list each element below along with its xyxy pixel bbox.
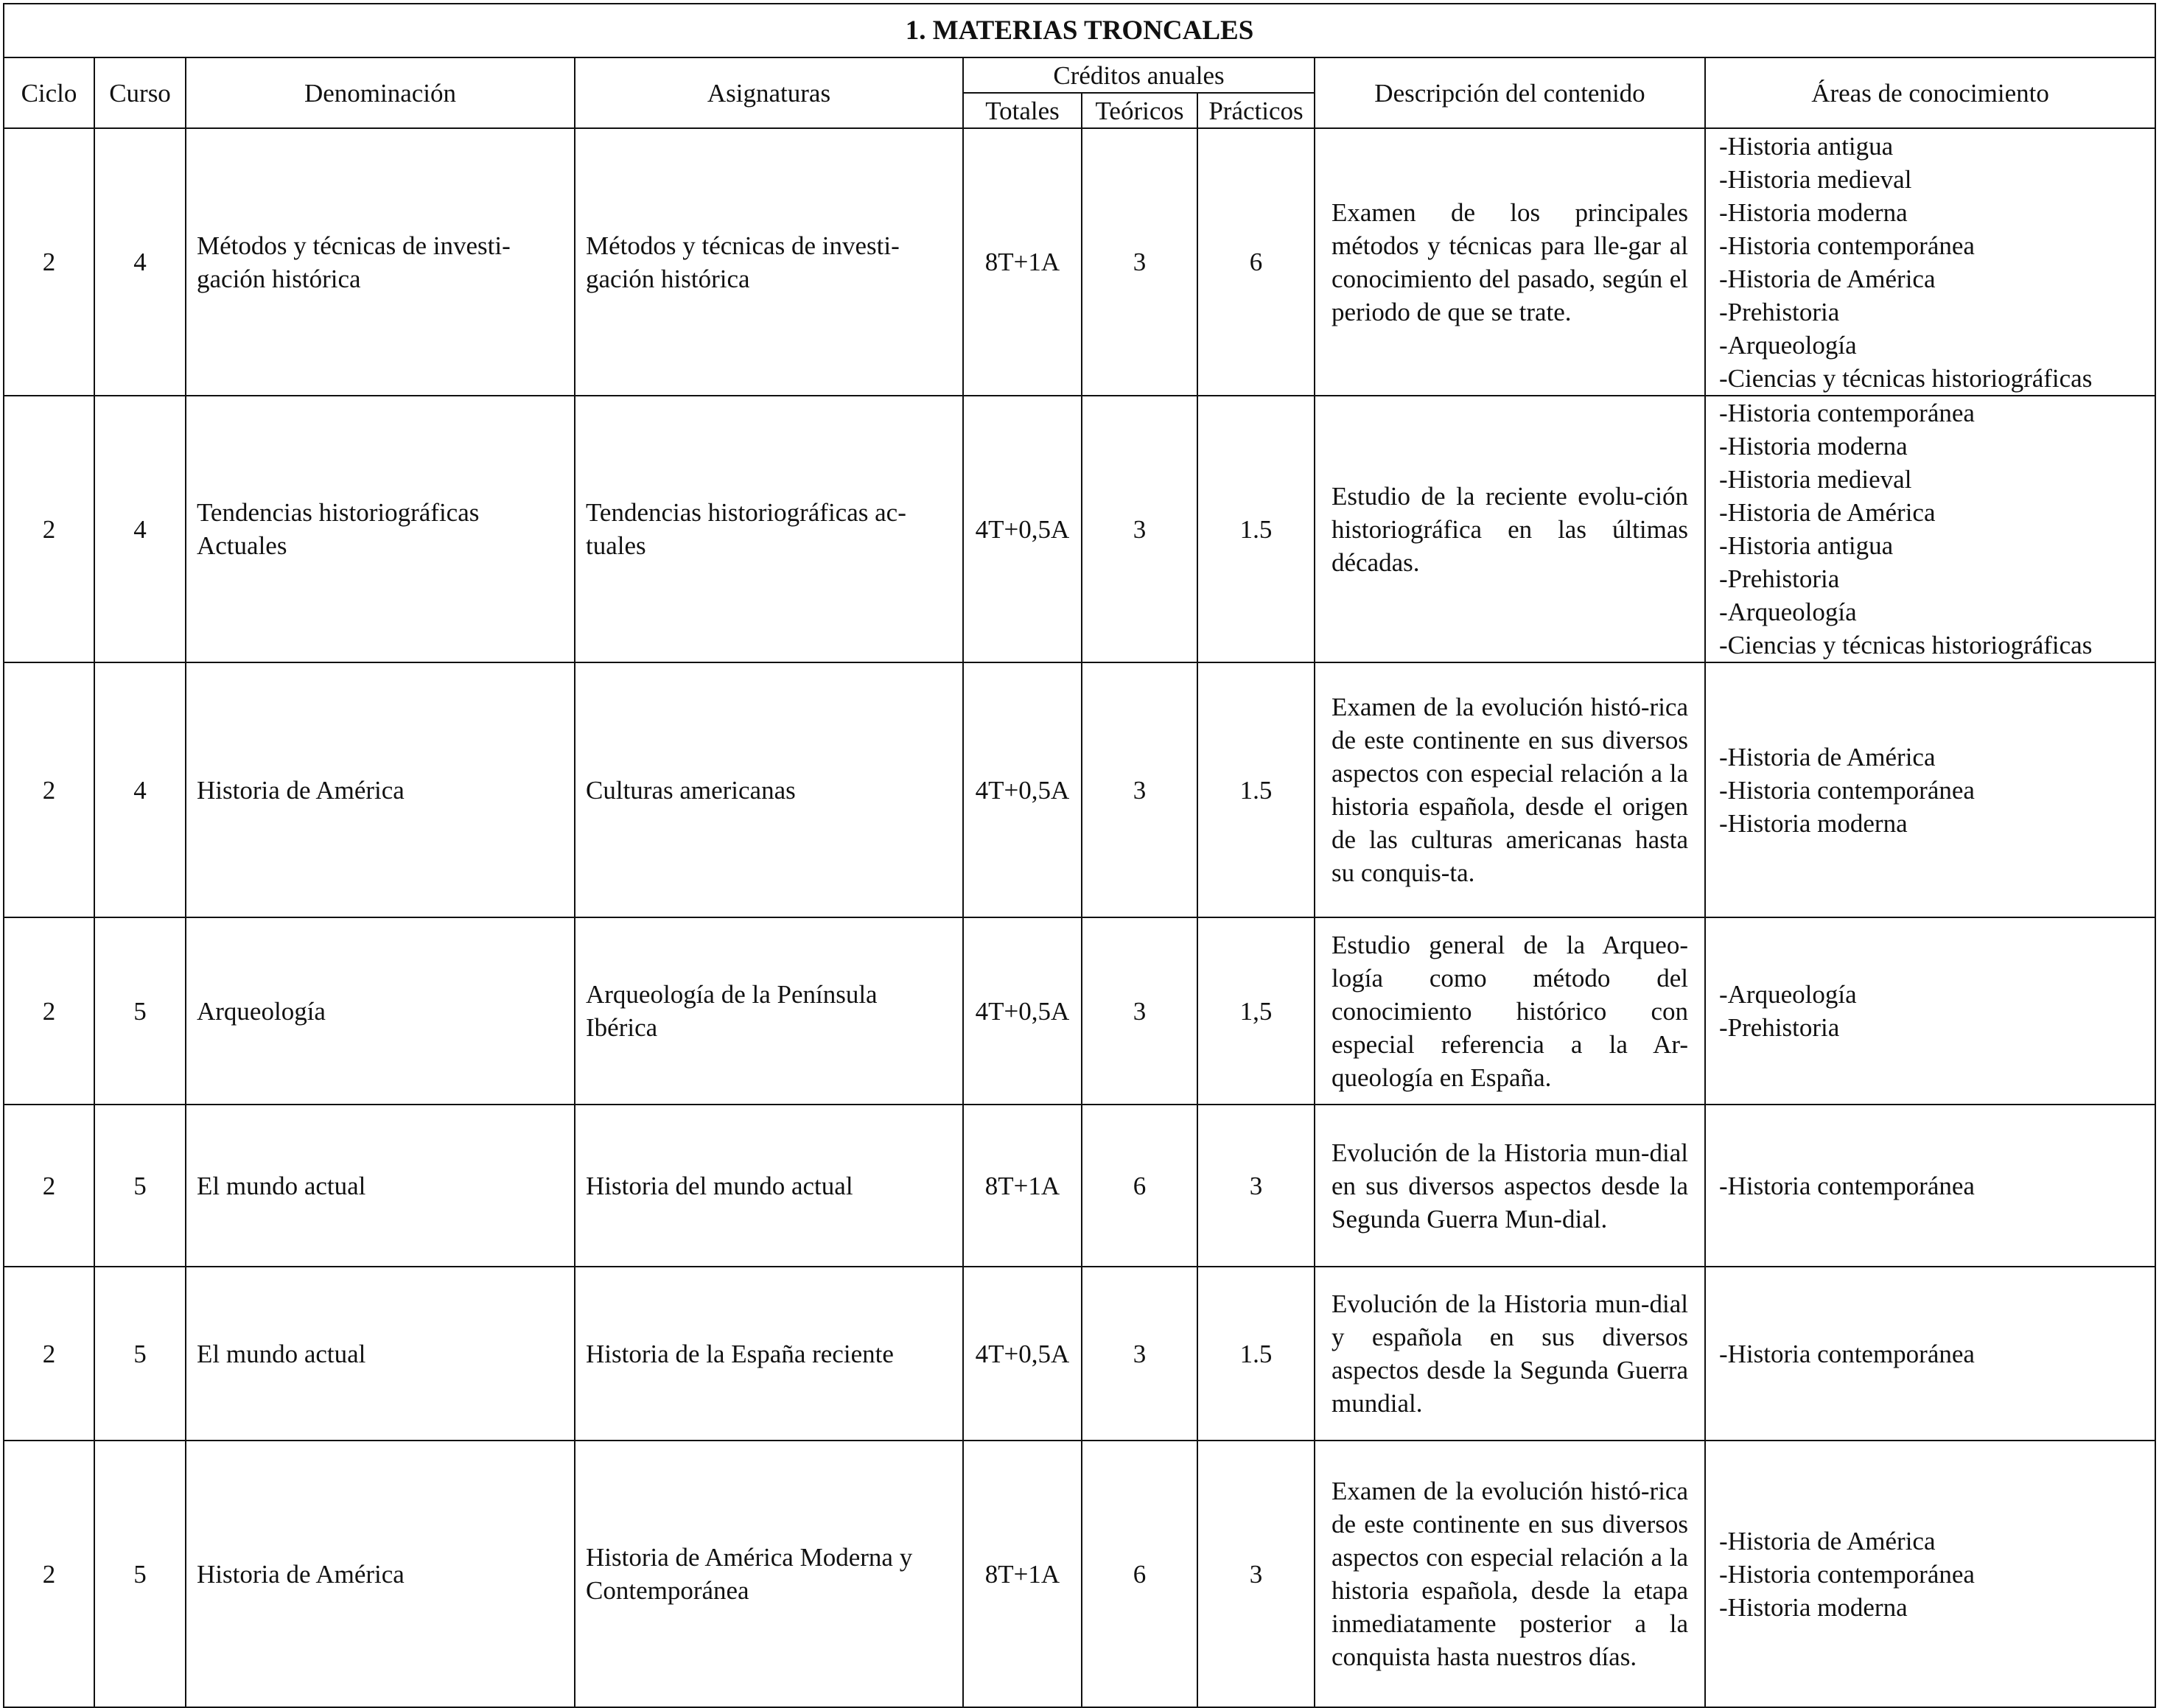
cell-curso: 5 [94,1267,186,1441]
cell-curso: 4 [94,128,186,396]
cell-asignaturas: Métodos y técnicas de investi-gación histórica [575,128,963,396]
cell-asignaturas: Culturas americanas [575,662,963,917]
cell-descripcion: Evolución de la Historia mun-dial en sus diversos aspectos desde la Segunda Guerra Mun-dial. [1315,1105,1705,1267]
cell-denominacion: Historia de América [186,1441,575,1707]
area-item: - Historia de América [1719,741,2141,774]
table-row [4,917,2155,1105]
area-item: - Historia contemporánea [1719,1169,2141,1203]
cell-ciclo: 2 [4,128,94,396]
cell-curso: 5 [94,917,186,1105]
area-item: - Ciencias y técnicas historiográficas [1719,629,2141,662]
cell-areas [1705,1441,2155,1707]
table-row [4,396,2155,662]
cell-curso: 5 [94,1105,186,1267]
area-item: - Historia moderna [1719,430,2141,463]
cell-areas [1705,1267,2155,1441]
area-item: - Prehistoria [1719,295,2141,329]
cell-totales: 4T+0,5A [963,396,1082,662]
cell-ciclo: 2 [4,1105,94,1267]
cell-asignaturas: Arqueología de la Península Ibérica [575,917,963,1105]
area-item: - Arqueología [1719,329,2141,362]
materias-troncales-table [3,3,2156,1708]
cell-ciclo: 2 [4,917,94,1105]
cell-totales: 4T+0,5A [963,917,1082,1105]
cell-denominacion: Métodos y técnicas de investi-gación histórica [186,128,575,396]
area-item: - Historia medieval [1719,163,2141,196]
cell-descripcion: Estudio de la reciente evolu-ción historiográfica en las últimas décadas. [1315,396,1705,662]
cell-teoricos: 6 [1082,1441,1197,1707]
areas-list [1719,1525,2141,1624]
header-practicos: Prácticos [1197,93,1315,128]
area-item: - Historia moderna [1719,807,2141,840]
cell-areas [1705,128,2155,396]
table-row [4,1105,2155,1267]
area-item: - Historia contemporánea [1719,1337,2141,1371]
area-item: - Historia de América [1719,1525,2141,1558]
area-item: - Historia de América [1719,262,2141,295]
cell-ciclo: 2 [4,662,94,917]
area-item: - Historia antigua [1719,529,2141,562]
cell-curso: 4 [94,662,186,917]
area-item: - Prehistoria [1719,1011,2141,1044]
cell-areas [1705,396,2155,662]
area-item: - Historia moderna [1719,196,2141,229]
cell-asignaturas: Historia de la España reciente [575,1267,963,1441]
area-item: - Prehistoria [1719,562,2141,595]
area-item: - Historia contemporánea [1719,1558,2141,1591]
cell-areas [1705,662,2155,917]
area-item: - Arqueología [1719,978,2141,1011]
table-title: 1. MATERIAS TRONCALES [4,4,2155,57]
cell-practicos: 3 [1197,1441,1315,1707]
cell-teoricos: 3 [1082,396,1197,662]
cell-descripcion: Estudio general de la Arqueo-logía como método del conocimiento histórico con especial referencia a la Ar-queología en España. [1315,917,1705,1105]
area-item: - Historia de América [1719,496,2141,529]
cell-totales: 4T+0,5A [963,662,1082,917]
area-item: - Historia contemporánea [1719,229,2141,262]
cell-practicos: 6 [1197,128,1315,396]
table-row [4,1267,2155,1441]
cell-denominacion: Tendencias historiográficas Actuales [186,396,575,662]
cell-descripcion: Evolución de la Historia mun-dial y española en sus diversos aspectos desde la Segunda Guerra mundial. [1315,1267,1705,1441]
areas-list [1719,396,2141,662]
cell-denominacion: El mundo actual [186,1267,575,1441]
area-item: - Historia moderna [1719,1591,2141,1624]
header-creditos-anuales: Créditos anuales [963,57,1315,93]
cell-curso: 5 [94,1441,186,1707]
header-ciclo: Ciclo [4,57,94,128]
area-item: - Historia medieval [1719,463,2141,496]
table-body [4,128,2155,1707]
table-row [4,662,2155,917]
header-areas: Áreas de conocimiento [1705,57,2155,128]
cell-teoricos: 6 [1082,1105,1197,1267]
cell-teoricos: 3 [1082,917,1197,1105]
cell-practicos: 1.5 [1197,662,1315,917]
cell-descripcion: Examen de los principales métodos y técnicas para lle-gar al conocimiento del pasado, según el periodo de que se trate. [1315,128,1705,396]
cell-teoricos: 3 [1082,1267,1197,1441]
cell-ciclo: 2 [4,1267,94,1441]
area-item: - Historia contemporánea [1719,774,2141,807]
header-curso: Curso [94,57,186,128]
area-item: - Historia contemporánea [1719,396,2141,430]
cell-descripcion: Examen de la evolución histó-rica de este continente en sus diversos aspectos con especial relación a la historia española, desde la etapa inmediatamente posterior a la conquista hasta nuestros días. [1315,1441,1705,1707]
cell-descripcion: Examen de la evolución histó-rica de este continente en sus diversos aspectos con especial relación a la historia española, desde el origen de las culturas americanas hasta su conquis-ta. [1315,662,1705,917]
cell-totales: 8T+1A [963,1441,1082,1707]
table-row [4,128,2155,396]
areas-list [1719,741,2141,840]
cell-practicos: 1.5 [1197,1267,1315,1441]
header-totales: Totales [963,93,1082,128]
cell-totales: 4T+0,5A [963,1267,1082,1441]
cell-practicos: 3 [1197,1105,1315,1267]
header-asignaturas: Asignaturas [575,57,963,128]
header-denominacion: Denominación [186,57,575,128]
area-item: - Historia antigua [1719,130,2141,163]
cell-curso: 4 [94,396,186,662]
cell-asignaturas: Historia del mundo actual [575,1105,963,1267]
cell-areas [1705,1105,2155,1267]
cell-asignaturas: Tendencias historiográficas ac-tuales [575,396,963,662]
header-teoricos: Teóricos [1082,93,1197,128]
cell-totales: 8T+1A [963,128,1082,396]
cell-practicos: 1,5 [1197,917,1315,1105]
cell-teoricos: 3 [1082,128,1197,396]
cell-denominacion: Historia de América [186,662,575,917]
areas-list [1719,1169,2141,1203]
cell-areas [1705,917,2155,1105]
cell-ciclo: 2 [4,396,94,662]
areas-list [1719,130,2141,395]
areas-list [1719,978,2141,1044]
cell-denominacion: Arqueología [186,917,575,1105]
table-row [4,1441,2155,1707]
area-item: - Arqueología [1719,595,2141,629]
cell-asignaturas: Historia de América Moderna y Contemporánea [575,1441,963,1707]
areas-list [1719,1337,2141,1371]
cell-teoricos: 3 [1082,662,1197,917]
cell-ciclo: 2 [4,1441,94,1707]
cell-denominacion: El mundo actual [186,1105,575,1267]
area-item: - Ciencias y técnicas historiográficas [1719,362,2141,395]
cell-practicos: 1.5 [1197,396,1315,662]
header-descripcion: Descripción del contenido [1315,57,1705,128]
cell-totales: 8T+1A [963,1105,1082,1267]
